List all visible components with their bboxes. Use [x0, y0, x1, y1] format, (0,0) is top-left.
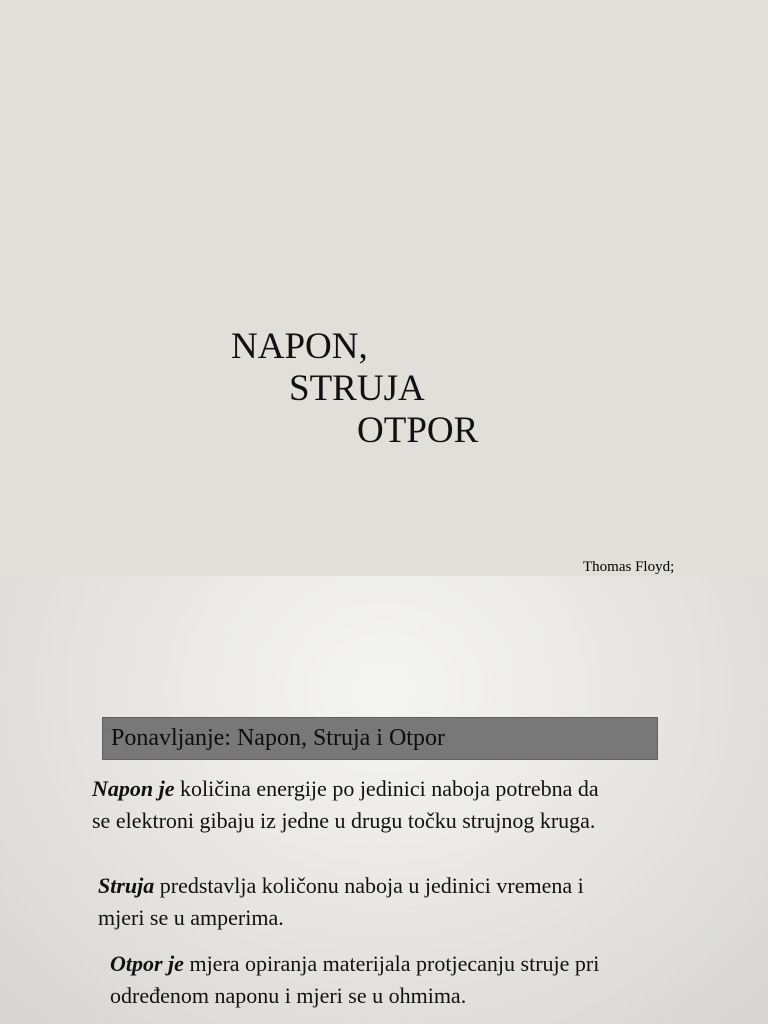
definition-line-1 [92, 773, 599, 805]
definition-line-1 [98, 870, 584, 902]
definition-line-2: se elektroni gibaju iz jedne u drugu točku strujnog kruga. [92, 808, 596, 833]
title-line-otpor: OTPOR [357, 410, 479, 451]
term-otpor: Otpor je [110, 951, 184, 976]
definition-text: količina energije po jedinici naboja potrebna da [174, 776, 599, 801]
content-slide [0, 576, 768, 1024]
heading-box [102, 717, 658, 760]
definition-struja [98, 870, 584, 934]
definition-text: mjera opiranja materijala protjecanju struje pri [183, 951, 600, 976]
term-napon: Napon je [92, 776, 175, 801]
definition-napon [92, 773, 599, 837]
definition-line-2: mjeri se u amperima. [98, 905, 284, 930]
title-line-napon: NAPON, [231, 326, 368, 367]
definition-line-2: određenom naponu i mjeri se u ohmima. [110, 983, 467, 1008]
definition-line-1 [110, 948, 599, 980]
author-credit: Thomas Floyd; [583, 559, 675, 575]
definition-text: predstavlja količonu naboja u jedinici vremena i [154, 873, 584, 898]
definition-otpor [110, 948, 599, 1012]
slide-heading: Ponavljanje: Napon, Struja i Otpor [111, 725, 445, 751]
title-line-struja: STRUJA [289, 368, 425, 409]
term-struja: Struja [98, 873, 155, 898]
